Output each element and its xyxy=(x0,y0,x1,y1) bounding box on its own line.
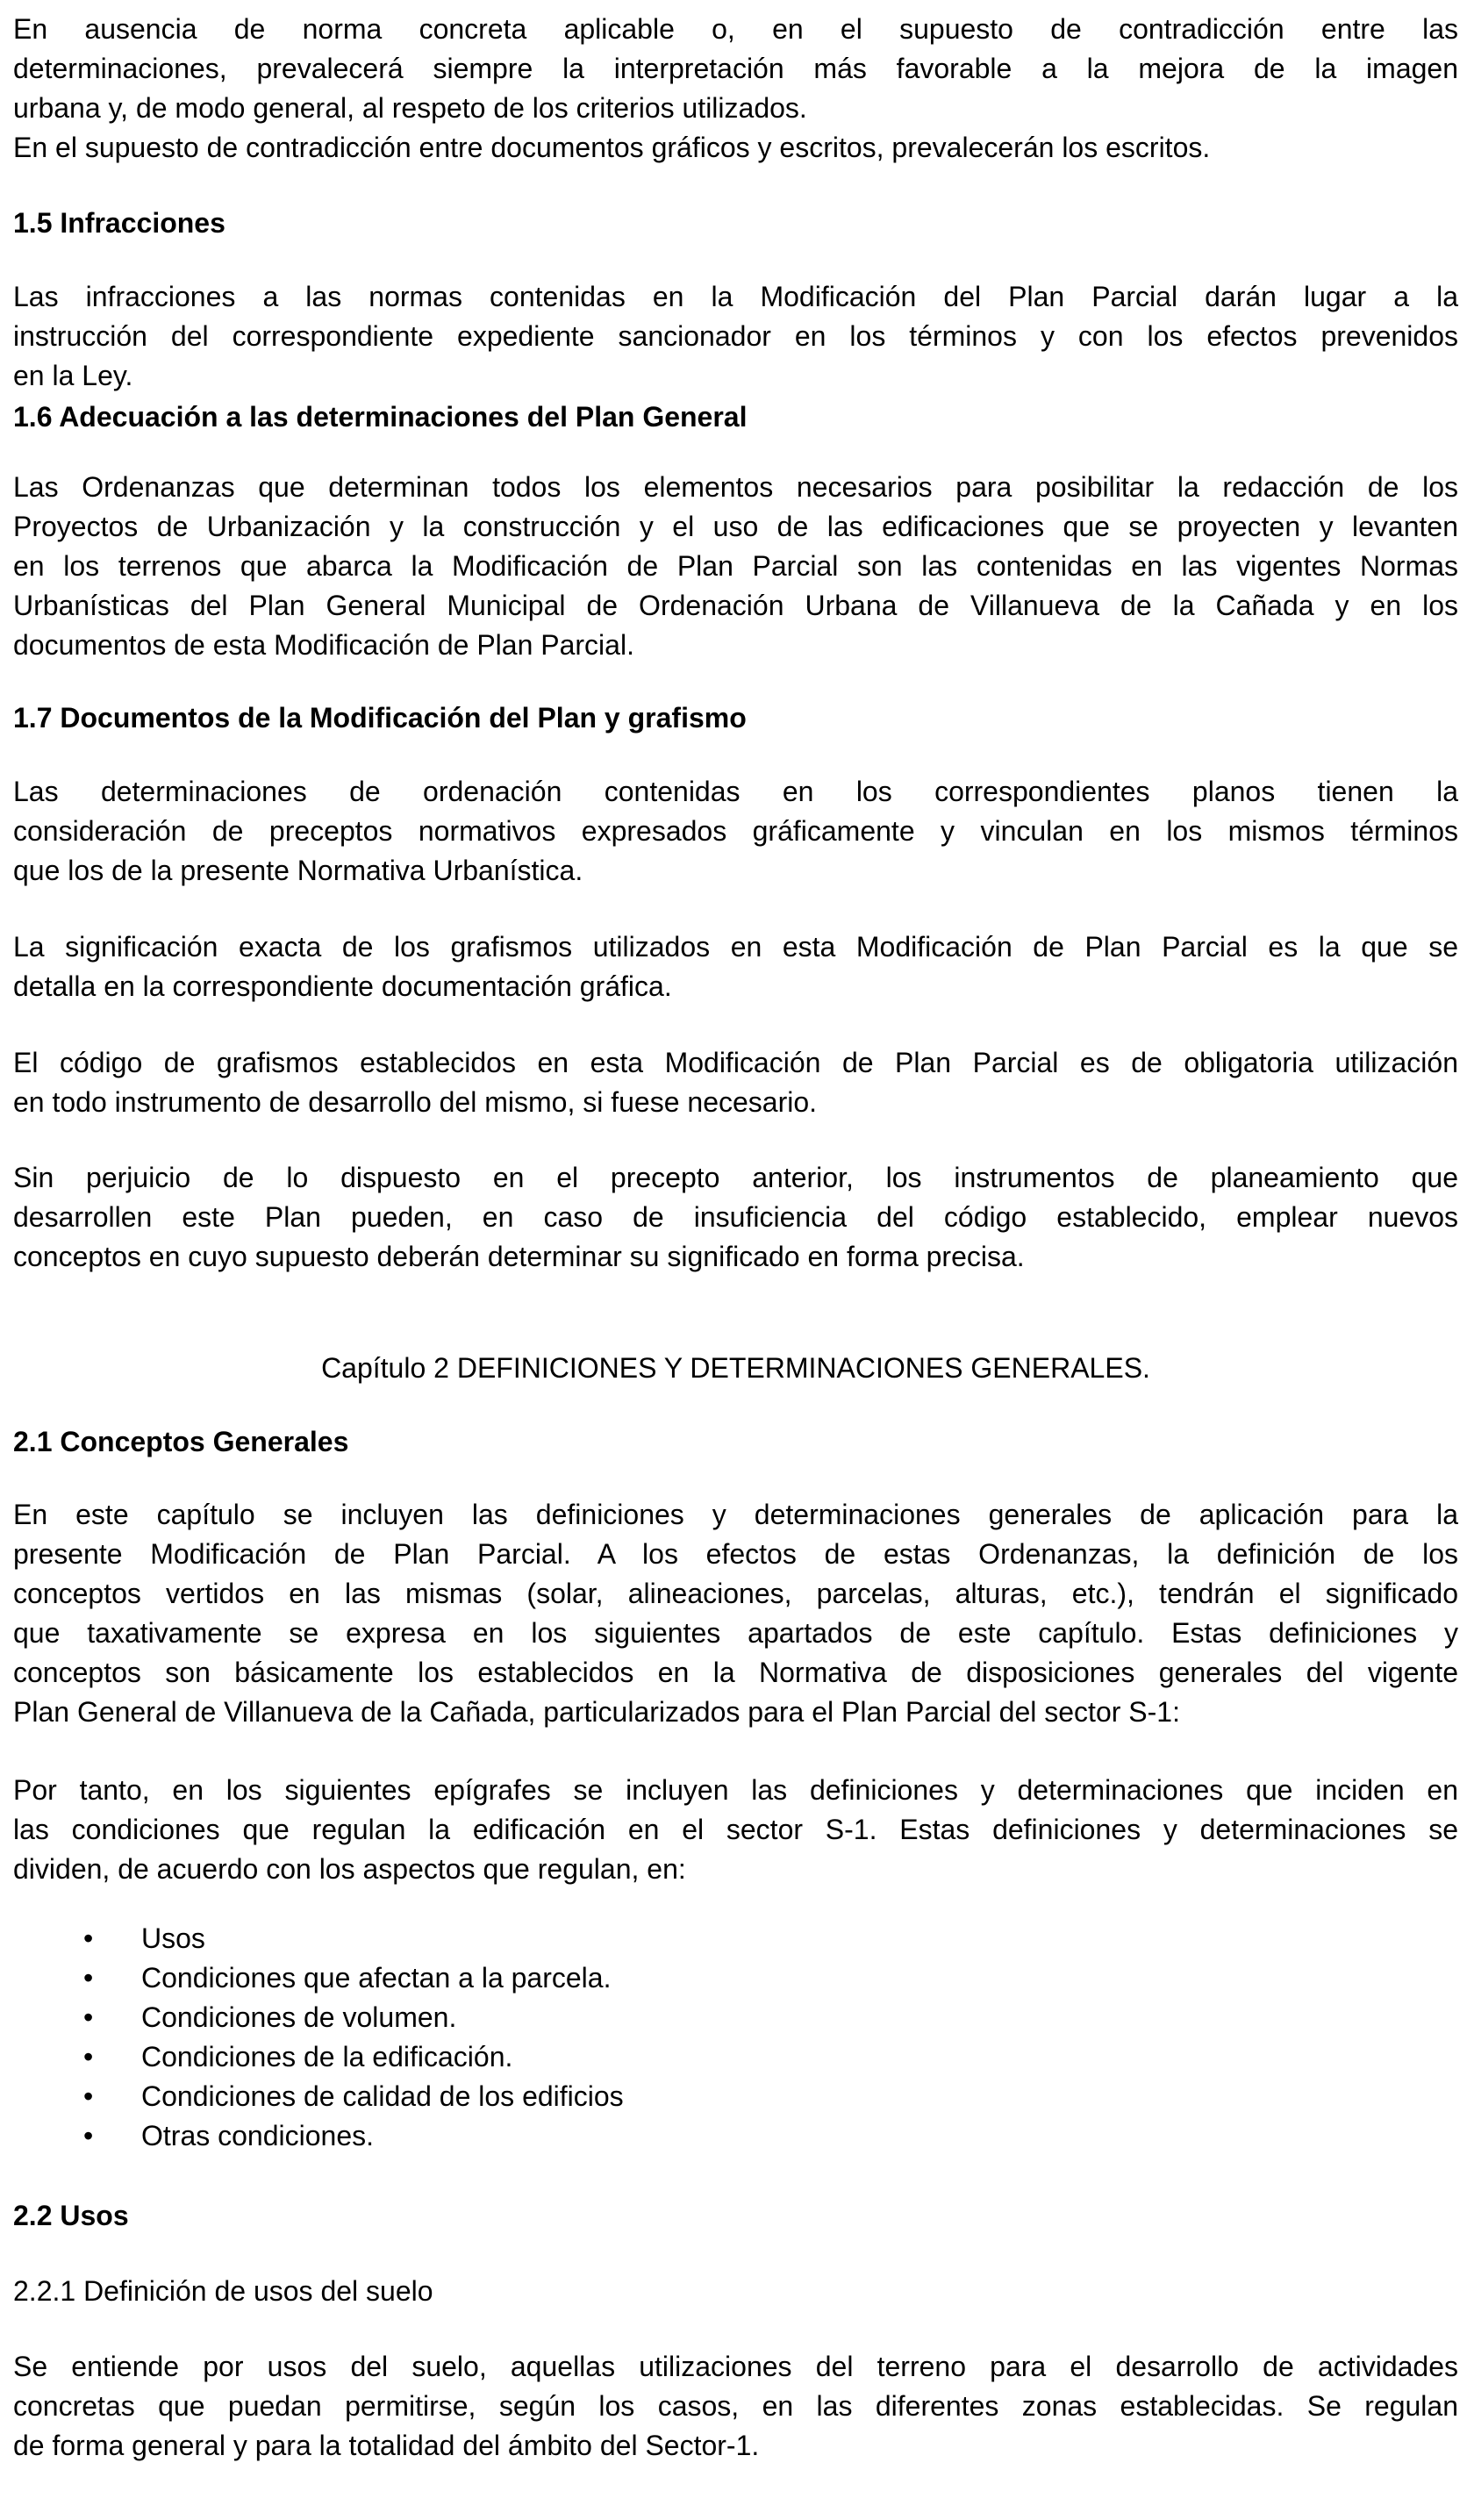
list-item-text: Condiciones de la edificación. xyxy=(141,2041,513,2073)
paragraph-line: Sin perjuicio de lo dispuesto en el precepto anterior, los instrumentos de planeamiento que xyxy=(13,1162,1458,1193)
paragraph-line: desarrollen este Plan pueden, en caso de insuficiencia del código establecido, emplear nuevos xyxy=(13,1201,1458,1233)
bullet-icon: • xyxy=(83,2001,94,2033)
paragraph xyxy=(13,10,1458,128)
list-item-text: Condiciones de calidad de los edificios xyxy=(141,2080,624,2112)
paragraph-line: en la Ley. xyxy=(13,360,133,391)
paragraph-line: detalla en la correspondiente documentación gráfica. xyxy=(13,970,672,1002)
paragraph-line: en todo instrumento de desarrollo del mismo, si fuese necesario. xyxy=(13,1086,818,1118)
paragraph-line: En este capítulo se incluyen las definiciones y determinaciones generales de aplicación para la xyxy=(13,1499,1458,1530)
paragraph-line: de forma general y para la totalidad del ámbito del Sector-1. xyxy=(13,2430,760,2461)
paragraph xyxy=(13,772,1458,891)
paragraph-line: En ausencia de norma concreta aplicable o, en el supuesto de contradicción entre las xyxy=(13,13,1458,45)
paragraph xyxy=(13,927,1458,1006)
bullet-list xyxy=(83,1919,624,2156)
paragraph xyxy=(13,468,1458,665)
paragraph-line: que los de la presente Normativa Urbanística. xyxy=(13,855,583,886)
paragraph-line: conceptos en cuyo supuesto deberán determinar su significado en forma precisa. xyxy=(13,1241,1025,1272)
paragraph xyxy=(13,2347,1458,2466)
list-item-text: Condiciones que afectan a la parcela. xyxy=(141,1962,612,1994)
paragraph xyxy=(13,277,1458,396)
paragraph xyxy=(13,1158,1458,1277)
paragraph-line: en los terrenos que abarca la Modificación de Plan Parcial son las contenidas en las vigentes Normas xyxy=(13,550,1458,582)
bullet-icon: • xyxy=(83,1922,94,1954)
subsection-title: 2.2.1 Definición de usos del suelo xyxy=(13,2275,433,2307)
list-item-text: Usos xyxy=(141,1922,205,1954)
paragraph-line: las condiciones que regulan la edificación en el sector S-1. Estas definiciones y determinaciones se xyxy=(13,1814,1458,1845)
paragraph-line: Las determinaciones de ordenación contenidas en los correspondientes planos tienen la xyxy=(13,776,1458,807)
paragraph-line: La significación exacta de los grafismos utilizados en esta Modificación de Plan Parcial es la que se xyxy=(13,931,1458,963)
list-item-text: Otras condiciones. xyxy=(141,2120,375,2151)
list-item xyxy=(83,1919,624,1958)
paragraph-line: dividen, de acuerdo con los aspectos que regulan, en: xyxy=(13,1853,686,1885)
paragraph-line: En el supuesto de contradicción entre documentos gráficos y escritos, prevalecerán los escritos. xyxy=(13,132,1211,163)
list-item xyxy=(83,2037,624,2077)
section-heading: 1.7 Documentos de la Modificación del Plan y grafismo xyxy=(13,702,747,734)
paragraph-line: Las infracciones a las normas contenidas en la Modificación del Plan Parcial darán lugar a la xyxy=(13,281,1458,312)
paragraph-line: Por tanto, en los siguientes epígrafes se incluyen las definiciones y determinaciones que inciden en xyxy=(13,1774,1458,1806)
paragraph-line: consideración de preceptos normativos expresados gráficamente y vinculan en los mismos términos xyxy=(13,815,1458,847)
section-heading: 1.5 Infracciones xyxy=(13,207,225,239)
chapter-title: Capítulo 2 DEFINICIONES Y DETERMINACIONES GENERALES. xyxy=(321,1352,1150,1384)
list-item xyxy=(83,2077,624,2116)
paragraph-line: concretas que puedan permitirse, según los casos, en las diferentes zonas establecidas. Se regulan xyxy=(13,2390,1458,2422)
paragraph-line: Proyectos de Urbanización y la construcción y el uso de las edificaciones que se proyecten y levanten xyxy=(13,511,1458,542)
section-heading: 2.1 Conceptos Generales xyxy=(13,1426,349,1457)
paragraph-line: conceptos vertidos en las mismas (solar, alineaciones, parcelas, alturas, etc.), tendrán el significado xyxy=(13,1578,1458,1609)
paragraph-line: documentos de esta Modificación de Plan Parcial. xyxy=(13,629,634,661)
paragraph xyxy=(13,1043,1458,1122)
paragraph-line: conceptos son básicamente los establecidos en la Normativa de disposiciones generales del vigente xyxy=(13,1657,1458,1688)
paragraph-line: que taxativamente se expresa en los siguientes apartados de este capítulo. Estas definiciones y xyxy=(13,1617,1458,1649)
paragraph-line: Se entiende por usos del suelo, aquellas utilizaciones del terreno para el desarrollo de actividades xyxy=(13,2351,1458,2382)
paragraph-line: Las Ordenanzas que determinan todos los elementos necesarios para posibilitar la redacción de los xyxy=(13,471,1458,503)
bullet-icon: • xyxy=(83,2120,94,2151)
list-item-text: Condiciones de volumen. xyxy=(141,2001,457,2033)
paragraph xyxy=(13,1495,1458,1732)
paragraph-line: El código de grafismos establecidos en esta Modificación de Plan Parcial es de obligatoria utilización xyxy=(13,1047,1458,1078)
list-item xyxy=(83,2116,624,2156)
paragraph-line: determinaciones, prevalecerá siempre la interpretación más favorable a la mejora de la imagen xyxy=(13,53,1458,84)
paragraph xyxy=(13,128,1458,168)
section-heading: 2.2 Usos xyxy=(13,2200,129,2231)
paragraph-line: instrucción del correspondiente expediente sancionador en los términos y con los efectos prevenidos xyxy=(13,320,1458,352)
paragraph-line: presente Modificación de Plan Parcial. A los efectos de estas Ordenanzas, la definición de los xyxy=(13,1538,1458,1570)
section-heading: 1.6 Adecuación a las determinaciones del Plan General xyxy=(13,401,748,433)
paragraph-line: Plan General de Villanueva de la Cañada, particularizados para el Plan Parcial del sector S-1: xyxy=(13,1696,1180,1728)
bullet-icon: • xyxy=(83,2080,94,2112)
bullet-icon: • xyxy=(83,2041,94,2073)
list-item xyxy=(83,1998,624,2037)
paragraph-line: Urbanísticas del Plan General Municipal de Ordenación Urbana de Villanueva de la Cañada y en los xyxy=(13,590,1458,621)
bullet-icon: • xyxy=(83,1962,94,1994)
paragraph-line: urbana y, de modo general, al respeto de los criterios utilizados. xyxy=(13,92,807,124)
paragraph xyxy=(13,1771,1458,1889)
list-item xyxy=(83,1958,624,1998)
